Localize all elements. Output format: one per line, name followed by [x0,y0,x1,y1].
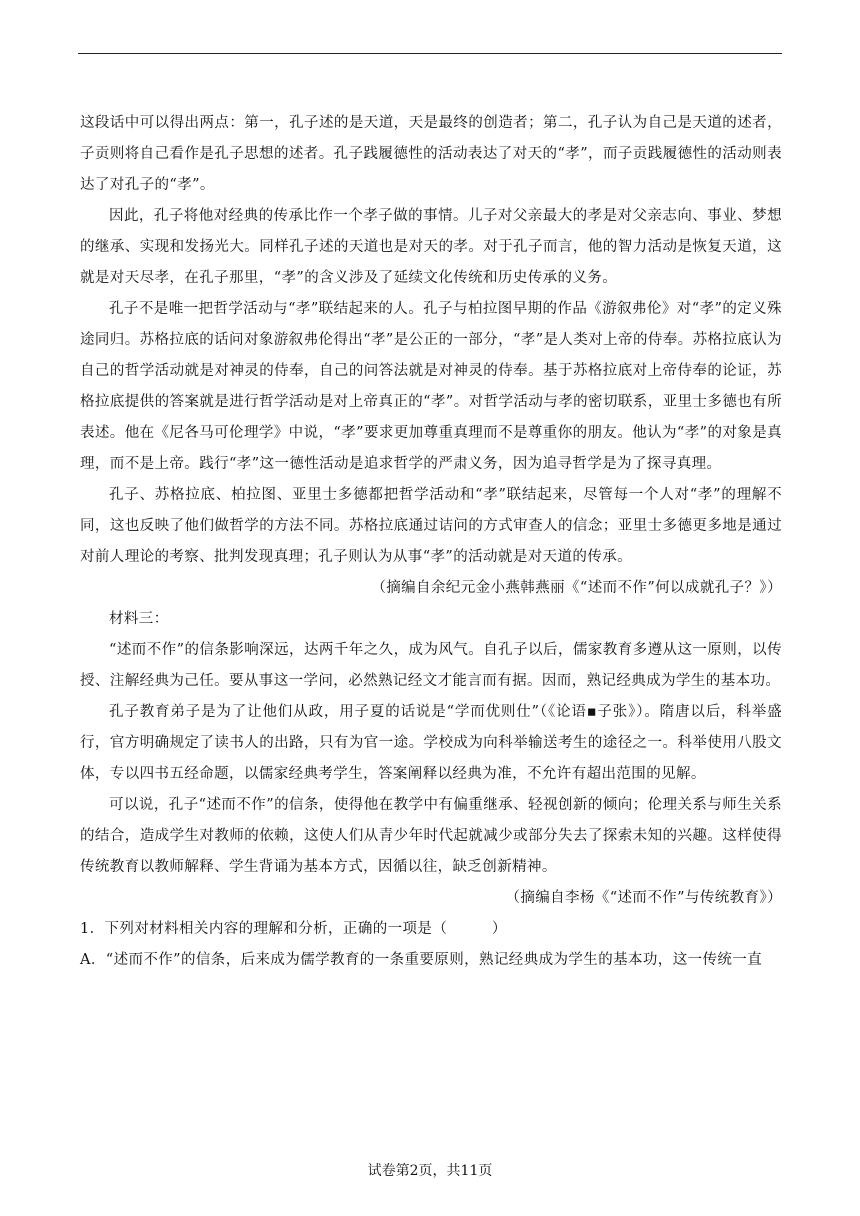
paragraph-3: 孔子不是唯一把哲学活动与“孝”联结起来的人。孔子与柏拉图早期的作品《游叙弗伦》对“孝”的定义殊途同归。苏格拉底的话问对象游叙弗伦得出“孝”是公正的一部分，“孝”是人类对上帝的侍奉。苏格拉底认为自己的哲学活动就是对神灵的侍奉，自己的问答法就是对神灵的侍奉。基于苏格拉底对上帝侍奉的论证，苏格拉底提供的答案就是进行哲学活动是对上帝真正的“孝”。对哲学活动与孝的密切联系，亚里士多德也有所表述。他在《尼各马可伦理学》中说，“孝”要求更加尊重真理而不是尊重你的朋友。他认为“孝”的对象是真理，而不是上帝。践行“孝”这一德性活动是追求哲学的严肃义务，因为追寻哲学是为了探寻真理。 [80,301,782,472]
document-body [80,108,782,976]
paragraph-1: 这段话中可以得出两点：第一，孔子述的是天道，天是最终的创造者；第二，孔子认为自己是天道的述者，子贡则将自己看作是孔子思想的述者。孔子践履德性的活动表达了对天的“孝”，而子贡践履德性的活动则表达了对孔子的“孝”。 [80,115,782,193]
question-1: 1．下列对材料相关内容的理解和分析，正确的一项是（ ） [80,921,507,937]
paragraph-2: 因此，孔子将他对经典的传承比作一个孝子做的事情。儿子对父亲最大的孝是对父亲志向、事业、梦想的继承、实现和发扬光大。同样孔子述的天道也是对天的孝。对于孔子而言，他的智力活动是恢复天道，这就是对天尽孝，在孔子那里，“孝”的含义涉及了延续文化传统和历史传承的义务。 [80,208,782,286]
page-footer: 试卷第2页，共11页 [367,1163,493,1179]
material-three-heading: 材料三： [109,611,169,627]
paragraph-7: 可以说，孔子“述而不作”的信条，使得他在教学中有偏重继承、轻视创新的倾向；伦理关系与师生关系的结合，造成学生对教师的依赖，这使人们从青少年时代起就减少或部分失去了探索未知的兴趣。这样使得传统教育以教师解释、学生背诵为基本方式，因循以往，缺乏创新精神。 [80,797,782,875]
source-citation-2: （摘编自李杨《“述而不作”与传统教育》） [505,890,782,906]
paragraph-6: 孔子教育弟子是为了让他们从政，用子夏的话说是“学而优则仕”（《论语▪子张》）。隋唐以后，科举盛行，官方明确规定了读书人的出路，只有为官一途。学校成为向科举输送考生的途径之一。科举使用八股文体，专以四书五经命题，以儒家经典考学生，答案阐释以经典为准，不允许有超出范围的见解。 [80,704,782,782]
paragraph-4: 孔子、苏格拉底、柏拉图、亚里士多德都把哲学活动和“孝”联结起来，尽管每一个人对“孝”的理解不同，这也反映了他们做哲学的方法不同。苏格拉底通过诘问的方式审查人的信念；亚里士多德更多地是通过对前人理论的考察、批判发现真理；孔子则认为从事“孝”的活动就是对天道的传承。 [80,487,782,565]
paragraph-5: “述而不作”的信条影响深远，达两千年之久，成为风气。自孔子以后，儒家教育多遵从这一原则，以传授、注解经典为己任。要从事这一学问，必然熟记经文才能言而有据。因而，熟记经典成为学生的基本功。 [80,642,782,689]
option-a: A．“述而不作”的信条，后来成为儒学教育的一条重要原则，熟记经典成为学生的基本功，这一传统一直 [80,952,763,968]
header-rule [78,53,782,54]
source-citation-1: （摘编自余纪元金小燕韩燕丽《“述而不作”何以成就孔子？》） [371,580,782,596]
